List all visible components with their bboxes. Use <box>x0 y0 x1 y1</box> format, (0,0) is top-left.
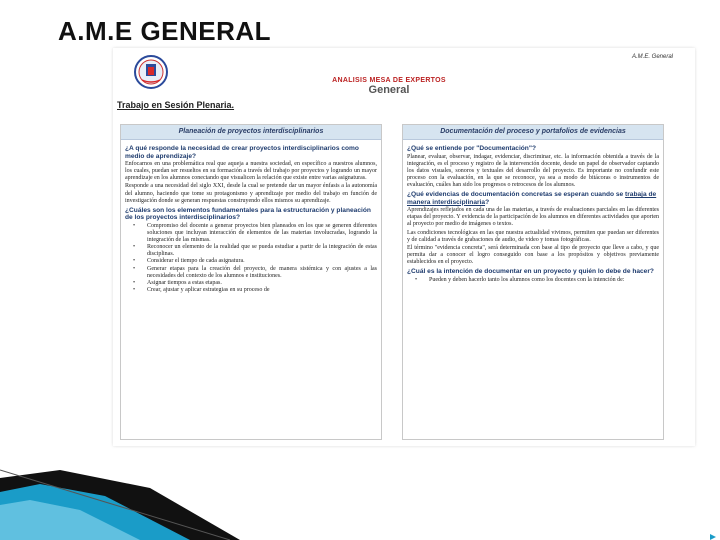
left-paragraph-2: Responde a una necesidad del siglo XXI, desde la cual se pretende dar un mayor énfasis a la autonomía del alumno, haciendo que tome su protagonismo y aprendizaje por medio del trabajo en función de investigación donde se generan respuestas construyendo ellos mismos su aprendizaje. <box>125 183 377 204</box>
right-question-2-end: ? <box>485 198 490 206</box>
slide-title: A.M.E GENERAL <box>58 16 272 46</box>
document-header <box>319 77 459 96</box>
right-column <box>402 124 664 440</box>
right-bullet-list <box>407 277 659 284</box>
right-paragraph-1: Planear, evaluar, observar, indagar, evidenciar, discriminar, etc. la información obtenida a través de la integración, es el proceso y registro de la intervención docente, desde un papel de observador captando los datos visuales, sonoros y textuales del desarrollo del proyecto. Es importante no confundir este proceso con la evaluación, en la que se reconoce, ya sea a modo de bitácoras o instrumentos de evaluación, cuáles han sido los progresos o retrocesos de los alumnos. <box>407 153 659 188</box>
header-line-2: General <box>368 84 410 96</box>
right-question-3: ¿Cuál es la intención de documentar en un proyecto y quién lo debe de hacer? <box>407 268 654 275</box>
right-question-1: ¿Qué se entiende por "Documentación"? <box>407 145 536 152</box>
right-paragraph-2: Aprendizajes reflejados en cada una de las materias, a través de evaluaciones parciales en las diferentes etapas del proyecto. Y evidencia de la participación de los alumnos en diferentes actividades que aporten al proyecto por medio de imágenes o textos. <box>407 207 659 228</box>
list-item: • Crear, ajustar y aplicar estrategias en su proceso de <box>147 287 377 294</box>
list-item: • Considerar el tiempo de cada asignatura. <box>147 258 377 265</box>
corner-shape-dark <box>0 470 240 540</box>
left-column <box>120 124 382 440</box>
right-question-2-underlined: trabaja de manera interdisciplinaria <box>407 191 657 206</box>
right-question-2 <box>407 191 659 206</box>
right-question-2-start: ¿Qué evidencias de documentación concretas se esperan cuando se <box>407 191 626 199</box>
left-column-heading: Planeación de proyectos interdisciplinarios <box>121 125 381 140</box>
right-paragraph-3: Las condiciones tecnológicas en las que nuestra actualidad vivimos, permiten que puedan ser diferentes y de calidad a través de grabaciones de audio, de video y tomas fotográficas. <box>407 229 659 243</box>
document-reference: A.M.E. General <box>631 54 673 60</box>
left-question-2: ¿Cuáles son los elementos fundamentales para la estructuración y planeación de los proyectos interdisciplinarios? <box>125 206 371 222</box>
corner-shape-light <box>0 500 140 540</box>
left-bullet-list <box>125 223 377 294</box>
list-item: • Pueden y deben hacerlo tanto los alumnos como los docentes con la intención de: <box>429 277 659 284</box>
header-line-1: ANALISIS MESA DE EXPERTOS <box>332 77 446 84</box>
bullet-arrow-icon <box>710 534 716 540</box>
list-item: • Compromiso del docente a generar proyectos bien planeados en los que se generen diferentes soluciones que incluyan interacción de elementos de las materias involucradas, logrando la integración de las mismas. <box>147 223 377 244</box>
left-question-1: ¿A qué responde la necesidad de crear proyectos interdisciplinarios como medio de aprendizaje? <box>125 145 359 160</box>
logo-caption: Trabajo en Sesión Plenaria. <box>117 100 235 110</box>
right-paragraph-4: El término "evidencia concreta", será determinada con base al tipo de proyecto que lleve a cabo, y que permita dar a conocer el logro conseguido con base a los propósitos y objetivos previamente establecidos en el proyecto. <box>407 244 659 265</box>
list-item: • Reconocer un elemento de la realidad que se pueda estudiar a partir de la integración de estas disciplinas. <box>147 244 377 258</box>
document-image <box>113 48 695 446</box>
list-item: • Asignar tiempos a estas etapas. <box>147 280 377 287</box>
right-column-heading: Documentación del proceso y portafolios de evidencias <box>403 125 663 140</box>
left-paragraph-1: Enfocarnos en una problemática real que aqueja a nuestra sociedad, en específico a nuestros alumnos, los cuales, puedan ser resueltos en su formación a través del trabajo por proyectos y logrando un mayor aprendizaje en los alumnos conectando que visualicen la relación que existe entre varias asignaturas. <box>125 161 377 182</box>
list-item: • Generar etapas para la creación del proyecto, de manera sistémica y con ajustes a las necesidades del contexto de los alumnos e instituciones. <box>147 266 377 280</box>
corner-shape-accent <box>0 484 190 540</box>
institution-logo-icon <box>133 54 169 90</box>
corner-line <box>0 470 230 540</box>
